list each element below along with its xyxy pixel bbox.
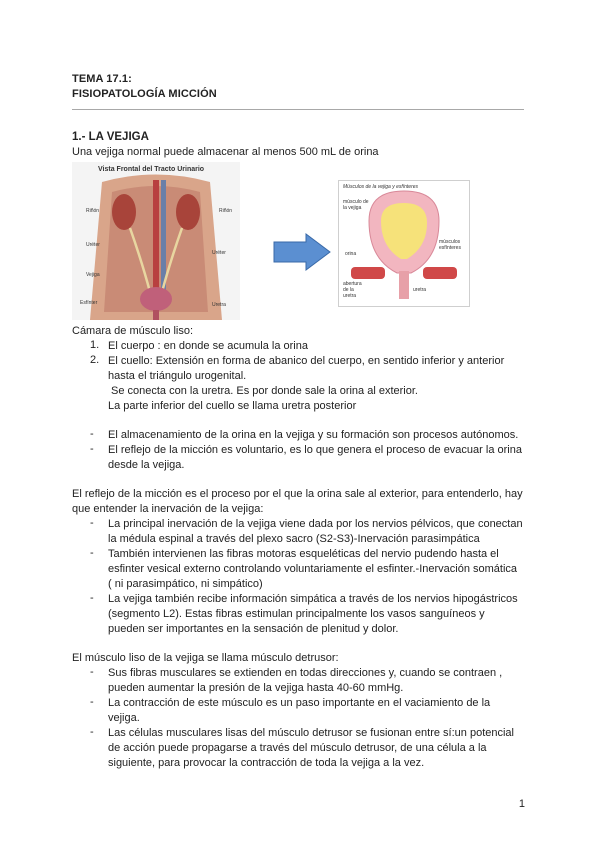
- label-bladder: Vejiga: [86, 272, 100, 278]
- urinary-tract-illustration: [72, 162, 240, 320]
- bullet-line: La contracción de este músculo es un paso importante en el vaciamiento de la: [108, 697, 491, 709]
- detrusor-intro: El músculo liso de la vejiga se llama músculo detrusor:: [72, 652, 339, 664]
- reflex-intro: El reflejo de la micción es el proceso por el que la orina sale al exterior, para entenderlo, hay: [72, 488, 523, 500]
- bullet-line: El reflejo de la micción es voluntario, es lo que genera el proceso de evacuar la orina: [108, 444, 522, 456]
- bullet-line: de acción puede propagarse a través del músculo detrusor, de una célula a la: [108, 742, 487, 754]
- bullet-line: La vejiga también recibe información simpática a través de los nervios hipogástricos: [108, 593, 518, 605]
- label-urine: orina: [345, 251, 357, 257]
- label-sphincters: músculos esfínteres: [439, 239, 461, 251]
- section-heading: 1.- LA VEJIGA: [72, 131, 149, 143]
- bullet-line: Sus fibras musculares se extienden en todas direcciones y, cuando se contraen ,: [108, 667, 503, 679]
- label-kidney-left: Riñón: [86, 208, 100, 214]
- bullet-line: (segmento L2). Estas fibras estimulan principalmente los vasos sanguíneos y: [108, 608, 485, 620]
- bullet-line: vejiga.: [108, 712, 140, 724]
- bullet-line: También intervienen las fibras motoras esqueléticas del nervio pudendo hasta el: [108, 548, 499, 560]
- label-urethra: uretra: [413, 287, 427, 293]
- bullet-line: siguiente, para provocar la contracción de toda la vejiga a la vez.: [108, 757, 425, 769]
- bullet-line: esfinter vesical externo controlando voluntariamente el esfinter.-Inervación somática: [108, 563, 518, 575]
- figure-title: Vista Frontal del Tracto Urinario: [98, 166, 205, 173]
- list-number: 1.: [90, 339, 100, 351]
- bladder-muscles-figure: [338, 180, 470, 307]
- urinary-tract-figure: [72, 162, 240, 320]
- figure-title: Músculos de la vejiga y esfínteres: [343, 184, 419, 190]
- bullet-line: El almacenamiento de la orina en la vejiga y su formación son procesos autónomos.: [108, 429, 519, 441]
- page-number: 1: [518, 798, 525, 810]
- chamber-extra-line: La parte inferior del cuello se llama uretra posterior: [108, 400, 357, 412]
- divider: [72, 109, 524, 110]
- bullet-line: ( ni parasimpático, ni simpático): [108, 578, 263, 590]
- topic-title: TEMA 17.1:: [72, 73, 132, 85]
- bullet-line: Las células musculares lisas del músculo detrusor se fusionan entre sí:un potencial: [108, 727, 514, 739]
- label-kidney-right: Riñón: [219, 208, 233, 214]
- chamber-intro: Cámara de músculo liso:: [72, 325, 194, 337]
- list-item-neck-cont: hasta el triángulo urogenital.: [108, 370, 247, 382]
- list-item-body: El cuerpo : en donde se acumula la orina: [108, 340, 308, 352]
- label-urethra-opening: abertura de la uretra: [343, 281, 362, 299]
- bullet-line: pueden ser importantes en la sensación de plenitud y dolor.: [108, 623, 399, 635]
- list-number: 2.: [90, 354, 100, 366]
- list-item-neck: El cuello: Extensión en forma de abanico del cuerpo, en sentido inferior y anterior: [108, 355, 505, 367]
- reflex-intro: que entender la inervación de la vejiga:: [72, 503, 264, 515]
- label-urethra: Uretra: [212, 302, 226, 308]
- bullet-line: la médula espinal a través del plexo sacro (S2-S3)-Inervación parasimpática: [108, 533, 480, 545]
- bullet-line: La principal inervación de la vejiga viene dada por los nervios pélvicos, que conectan: [108, 518, 523, 530]
- bullet-line: pueden aumentar la presión de la vejiga hasta 40-60 mmHg.: [108, 682, 404, 694]
- label-ureter-left: Uréter: [86, 242, 100, 248]
- bullet-line: desde la vejiga.: [108, 459, 185, 471]
- section-intro: Una vejiga normal puede almacenar al menos 500 mL de orina: [72, 146, 379, 158]
- label-ureter-right: Uréter: [212, 250, 226, 256]
- topic-subtitle: FISIOPATOLOGÍA MICCIÓN: [72, 88, 217, 100]
- chamber-extra-line: Se conecta con la uretra. Es por donde sale la orina al exterior.: [111, 385, 418, 397]
- arrow-right-icon: [272, 232, 332, 272]
- label-bladder-muscle: músculo de la vejiga: [343, 199, 369, 211]
- label-sphincter: Esfínter: [80, 300, 98, 306]
